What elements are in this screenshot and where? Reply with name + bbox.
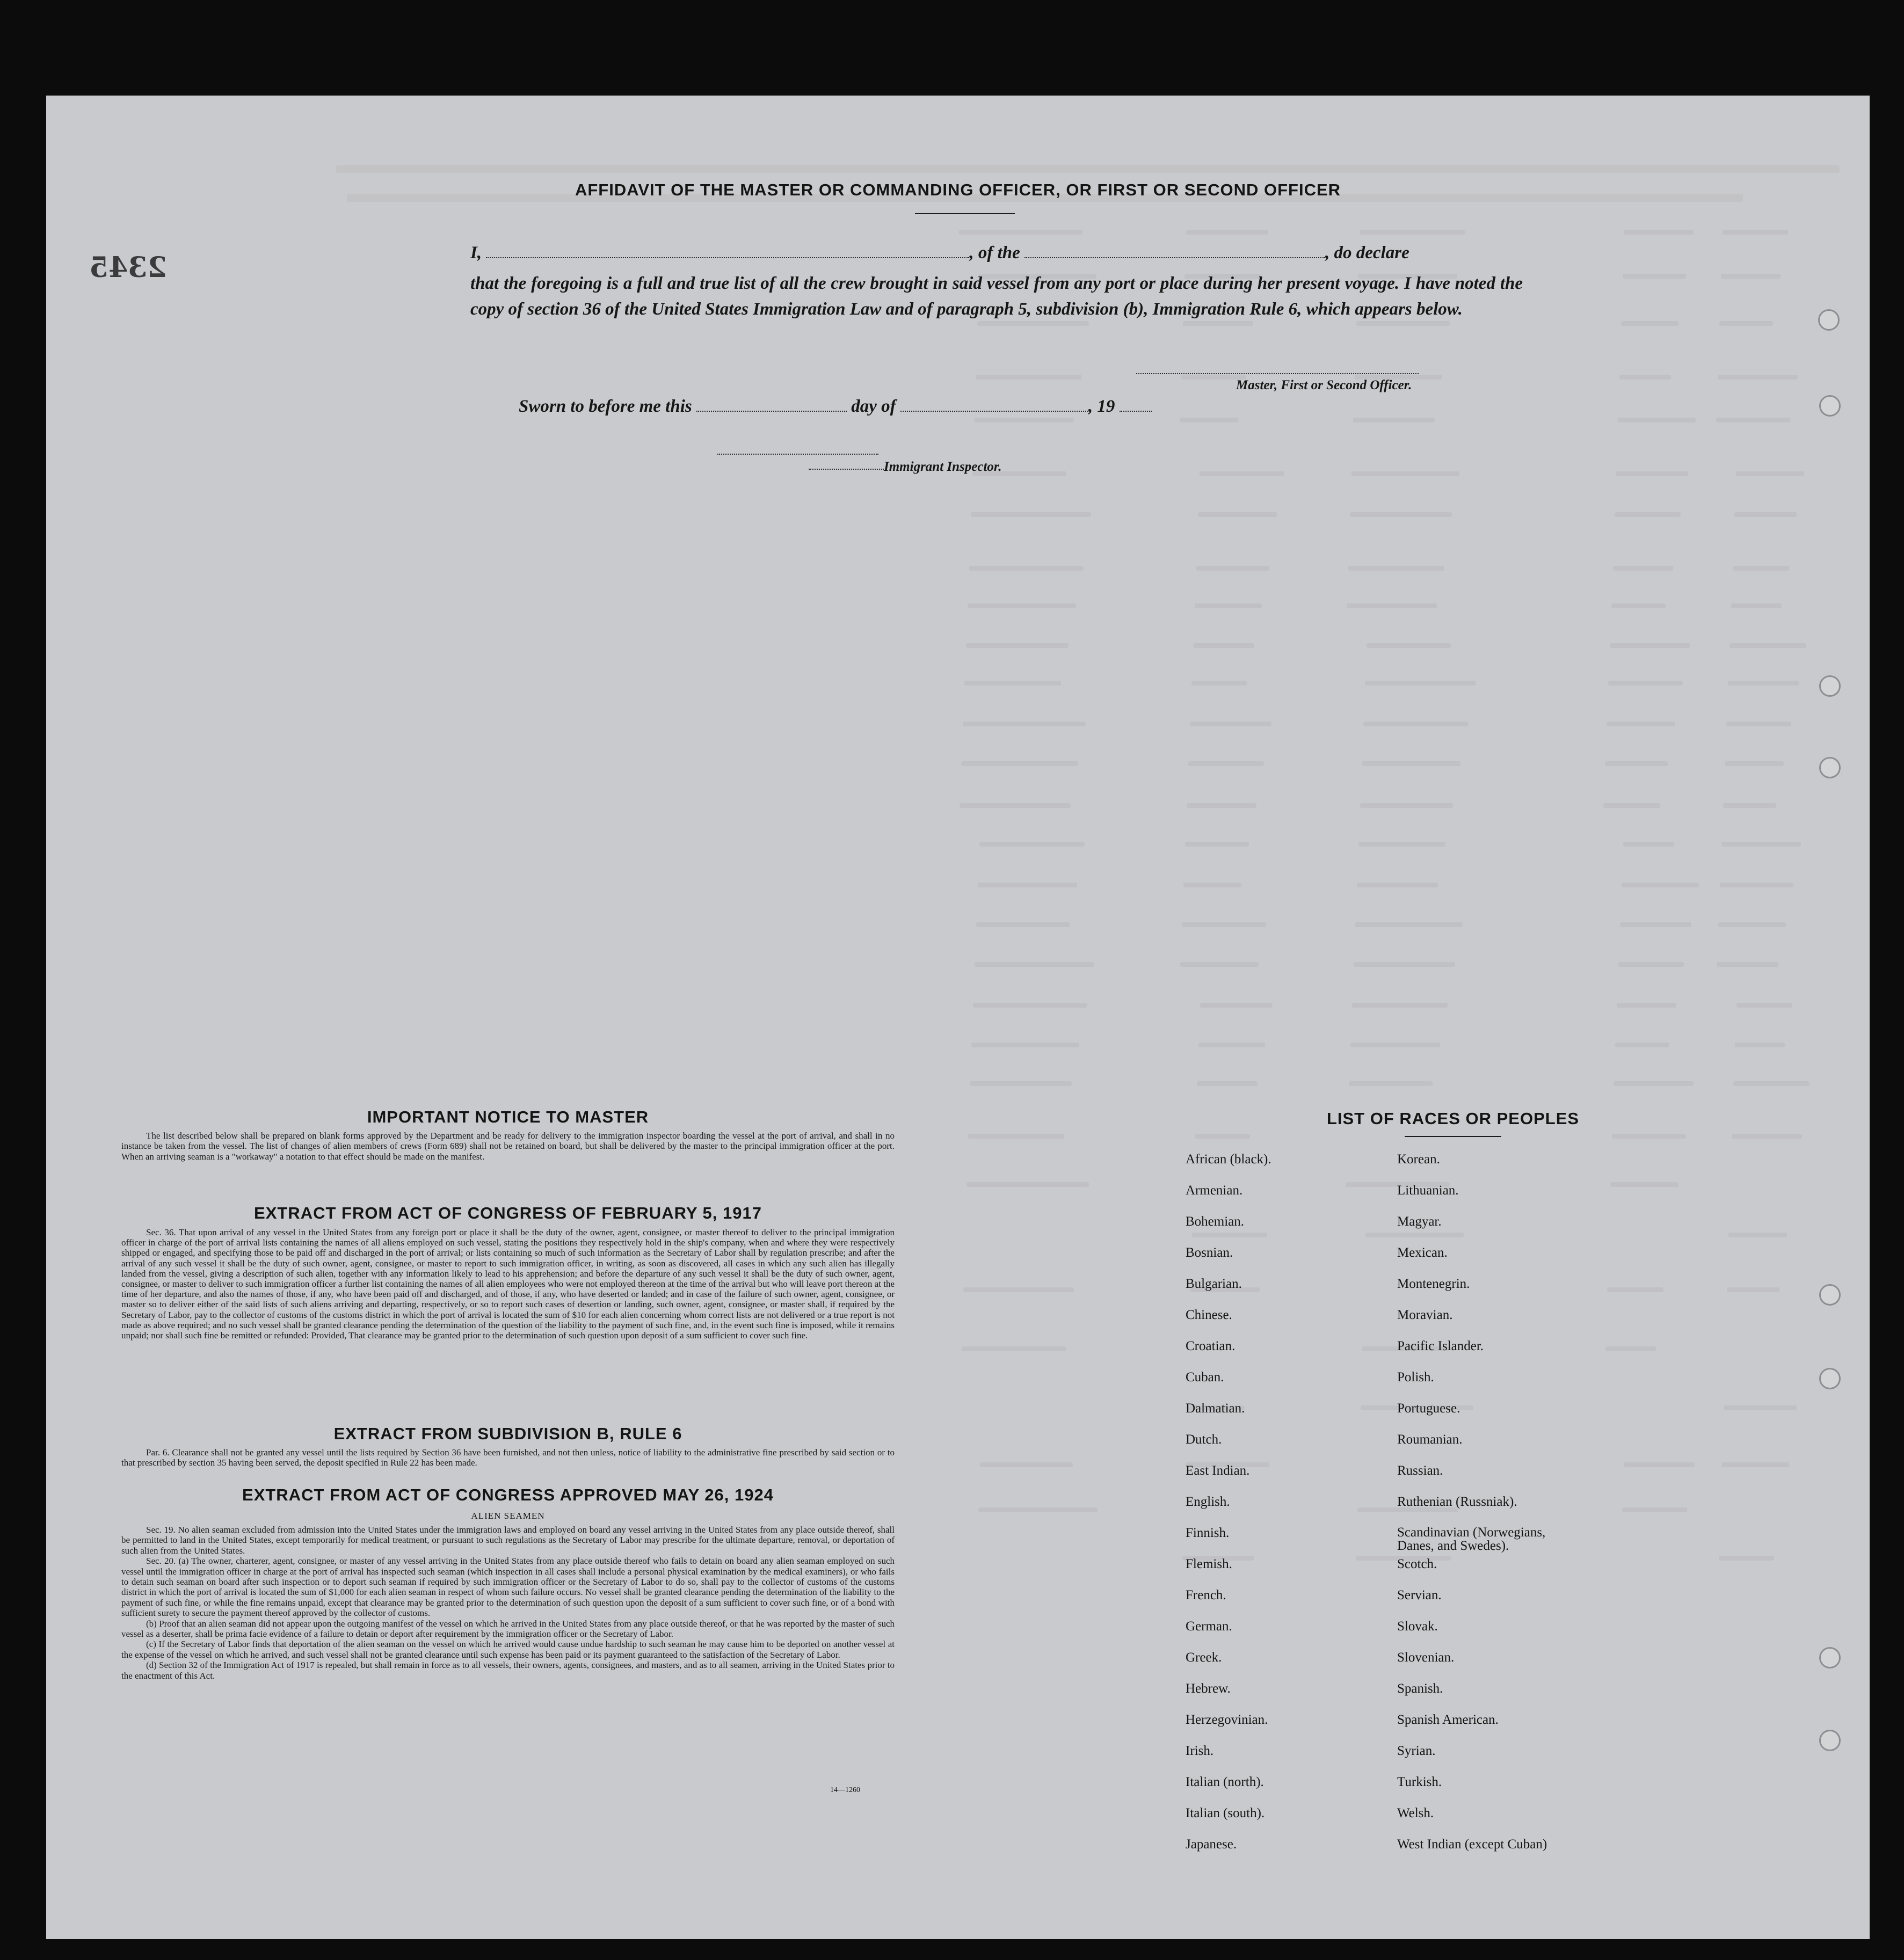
affidavit-title: AFFIDAVIT OF THE MASTER OR COMMANDING OFFICER, OR FIRST OR SECOND OFFICER	[575, 180, 1341, 199]
sworn-day-field[interactable]	[696, 411, 847, 412]
race-item: Turkish.	[1397, 1775, 1442, 1789]
sec20b-text: (b) Proof that an alien seaman did not appear upon the outgoing manifest of the vessel on which he arrived in the United States from any place outside thereof, or that he was reported by the master of such vessel as a deserter, shall be prima facie evidence of a failure to detain or deport after requirement by the immigration officer or the Secretary of Labor.	[121, 1618, 895, 1640]
inspector-signature-line[interactable]	[717, 454, 878, 455]
master-name-field[interactable]	[486, 257, 969, 258]
race-item: German.	[1186, 1619, 1232, 1634]
race-item: Syrian.	[1397, 1744, 1436, 1758]
race-item: Montenegrin.	[1397, 1277, 1470, 1291]
race-item: Portuguese.	[1397, 1401, 1460, 1416]
sec19-text: Sec. 19. No alien seaman excluded from admission into the United States under the immigration laws and employed on board any vessel arriving in the United States from any place outside thereof, shall be permitted to land in the United States, except temporarily for medical treatment, or pursuant to such regulations as the Secretary of Labor may prescribe for the ultimate departure, removal, or deportation of such alien from the United States.	[121, 1525, 895, 1556]
race-item: Greek.	[1186, 1650, 1222, 1665]
race-item: Bosnian.	[1186, 1245, 1233, 1260]
vessel-name-field[interactable]	[1024, 257, 1325, 258]
extract-rule6-title: EXTRACT FROM SUBDIVISION B, RULE 6	[333, 1424, 682, 1443]
race-item: Polish.	[1397, 1370, 1434, 1385]
race-item: Spanish.	[1397, 1681, 1443, 1696]
race-item: Japanese.	[1186, 1837, 1237, 1852]
race-item: Ruthenian (Russniak).	[1397, 1495, 1517, 1509]
inspector-caption: Immigrant Inspector.	[884, 460, 1002, 474]
punch-hole-icon	[1819, 1284, 1841, 1306]
race-item: Moravian.	[1397, 1308, 1453, 1322]
notice-title: IMPORTANT NOTICE TO MASTER	[367, 1107, 649, 1126]
races-title-rule	[1405, 1136, 1501, 1137]
sworn-month-field[interactable]	[900, 411, 1088, 412]
form-number: 14—1260	[830, 1786, 860, 1794]
race-item: Chinese.	[1186, 1308, 1232, 1322]
race-item: Scandinavian (Norwegians, Danes, and Swedes).	[1397, 1525, 1546, 1553]
race-item: Flemish.	[1186, 1557, 1232, 1571]
race-item: Slovak.	[1397, 1619, 1438, 1634]
race-item: Irish.	[1186, 1744, 1214, 1758]
race-item: Hebrew.	[1186, 1681, 1231, 1696]
race-item: Servian.	[1397, 1588, 1442, 1602]
race-item: Dutch.	[1186, 1432, 1222, 1447]
punch-hole-icon	[1819, 395, 1841, 417]
race-item: Croatian.	[1186, 1339, 1236, 1353]
race-item: French.	[1186, 1588, 1226, 1602]
extract-rule6-text: Par. 6. Clearance shall not be granted any vessel until the lists required by Section 36 have been furnished, and not then unless, notice of liability to the administrative fine prescribed by said section or to that prescribed by section 35 having been served, the deposit specified in Rule 22 has been made.	[121, 1447, 895, 1468]
race-item: Welsh.	[1397, 1806, 1434, 1820]
document-page	[46, 96, 1870, 1939]
race-item: Bohemian.	[1186, 1214, 1245, 1229]
notice-text: The list described below shall be prepared on blank forms approved by the Department and be ready for delivery to the immigration inspector boarding the vessel at the port of arrival, and shall in no instance be taken from the vessel. The list of changes of alien members of crews (Form 689) shall not be retained on board, but shall be delivered by the master to the principal immigration officer at the port. When an arriving seaman is a "workaway" a notation to that effect should be made on the manifest.	[121, 1131, 895, 1162]
race-item: Scotch.	[1397, 1557, 1437, 1571]
sworn-year-field[interactable]	[1120, 411, 1152, 412]
title-rule	[915, 213, 1015, 214]
punch-hole-icon	[1819, 1368, 1841, 1389]
inspector-signature-line-2	[809, 469, 884, 470]
sworn-prefix: Sworn to before me this	[519, 397, 692, 416]
race-item: Italian (south).	[1186, 1806, 1265, 1820]
extract-1917-text: Sec. 36. That upon arrival of any vessel in the United States from any foreign port or place it shall be the duty of the owner, agent, consignee, or master thereof to deliver to the principal immigration officer in charge of the port of arrival lists containing the names of all aliens employed on such vessel, stating the positions they respectively hold in the ship's company, when and where they were respectively shipped or engaged, and specifying those to be paid off and discharged in the port of arrival; or lists containing so much of such information as the Secretary of Labor shall by regulation prescribe; and after the arrival of any such vessel it shall be the duty of such owner, agent, consignee, or master to report to such immigration officer, in writing, as soon as discovered, all cases in which any such alien has illegally landed from the vessel, giving a description of such alien, together with any information likely to lead to his apprehension; and before the departure of any such vessel it shall be the duty of such owner, agent, consignee, or master to deliver to such immigration officer a further list containing the names of all alien employees who were not employed thereon at the time of the arrival but who will leave port thereon at the time of her departure, and also the names of those, if any, who have been paid off and discharged, and of those, if any, who have deserted or landed; and in case of the failure of such owner, agent, consignee, or master so to deliver either of the said lists of such aliens arriving and departing, respectively, or so to report such cases of desertion or landing, such owner, agent, consignee, or master shall, if required by the Secretary of Labor, pay to the collector of customs of the customs district in which the port of arrival is located the sum of $10 for each alien concerning whom correct lists are not delivered or a true report is not made as above required; and no such vessel shall be granted clearance pending the determination of the question of the liability to the payment of such fine, and, in the event such fine is imposed, while it remains unpaid; nor shall such fine be remitted or refunded: Provided, That clearance may be granted prior to the determination of such question upon deposit of a sum sufficient to cover such fine.	[121, 1227, 895, 1341]
race-item: African (black).	[1186, 1152, 1271, 1167]
margin-handwritten-number: 2345	[89, 251, 167, 284]
race-item: Armenian.	[1186, 1183, 1243, 1198]
race-item: Cuban.	[1186, 1370, 1224, 1385]
affidavit-of-the-label: , of the	[969, 243, 1020, 263]
extract-1924-title: EXTRACT FROM ACT OF CONGRESS APPROVED MAY 26, 1924	[242, 1485, 774, 1504]
race-item: Dalmatian.	[1186, 1401, 1245, 1416]
master-signature-line[interactable]	[1136, 373, 1419, 374]
sec20c-text: (c) If the Secretary of Labor finds that deportation of the alien seaman on the vessel on which he arrived would cause undue hardship to such seaman he may cause him to be deported on another vessel at the expense of the vessel on which he arrived, and such vessel shall not be granted clearance until such expense has been paid or its payment guaranteed to the satisfaction of the Secretary of Labor.	[121, 1639, 895, 1660]
punch-hole-icon	[1818, 309, 1840, 331]
punch-hole-icon	[1819, 675, 1841, 697]
race-item: Mexican.	[1397, 1245, 1448, 1260]
race-item: Roumanian.	[1397, 1432, 1463, 1447]
race-item: Russian.	[1397, 1463, 1443, 1478]
race-item: Bulgarian.	[1186, 1277, 1242, 1291]
alien-seamen-subtitle: ALIEN SEAMEN	[471, 1511, 545, 1521]
affidavit-declaration-line	[470, 243, 1523, 263]
affidavit-body: that the foregoing is a full and true list of all the crew brought in said vessel from any port or place during her present voyage. I have noted the copy of section 36 of the United States Immigration Law and of paragraph 5, subdivision (b), Immigration Rule 6, which appears below.	[470, 274, 1523, 319]
extract-1924-body	[121, 1525, 895, 1681]
sworn-day-of: day of	[851, 397, 896, 416]
race-item: Herzegovinian.	[1186, 1713, 1268, 1727]
race-item: Lithuanian.	[1397, 1183, 1459, 1198]
sworn-line	[519, 397, 1152, 417]
punch-hole-icon	[1819, 1730, 1841, 1751]
sec20d-text: (d) Section 32 of the Immigration Act of 1917 is repealed, but shall remain in force as to all vessels, their owners, agents, consignees, and masters, and as to all seamen, arriving in the United States prior to the enactment of this Act.	[121, 1660, 895, 1681]
race-item: Italian (north).	[1186, 1775, 1264, 1789]
race-item: East Indian.	[1186, 1463, 1250, 1478]
race-item: English.	[1186, 1495, 1230, 1509]
race-item: Finnish.	[1186, 1526, 1230, 1540]
race-item: Magyar.	[1397, 1214, 1442, 1229]
affidavit-i-label: I,	[470, 243, 482, 263]
sec20a-text: Sec. 20. (a) The owner, charterer, agent, consignee, or master of any vessel arriving in the United States from any place outside thereof who fails to detain on board any alien seaman employed on such vessel until the immigration officer in charge at the port of arrival has inspected such seaman (which inspection in all cases shall include a personal physical examination by the medical examiners), or who fails to detain such seaman on board after such inspection or to deport such seaman if required by such immigration officer or the Secretary of Labor to do so, shall pay to the collector of customs of the customs district in which the port of arrival is located the sum of $1,000 for each alien seaman in respect of whom such failure occurs. No vessel shall be granted clearance pending the determination of the liability to the payment of such fine, or while the fine remains unpaid, except that clearance may be granted prior to the determination of such question upon the deposit of a sum sufficient to cover such fine, or of a bond with sufficient surety to secure the payment thereof approved by the collector of customs.	[121, 1556, 895, 1619]
punch-hole-icon	[1819, 757, 1841, 778]
race-item: Pacific Islander.	[1397, 1339, 1484, 1353]
affidavit-declare-label: , do declare	[1325, 243, 1409, 263]
race-item: West Indian (except Cuban)	[1397, 1837, 1547, 1852]
race-item: Spanish American.	[1397, 1713, 1499, 1727]
sworn-year: , 19	[1088, 397, 1115, 416]
race-item: Korean.	[1397, 1152, 1440, 1167]
races-title: LIST OF RACES OR PEOPLES	[1326, 1109, 1580, 1128]
master-signature-caption: Master, First or Second Officer.	[1236, 378, 1412, 392]
punch-hole-icon	[1819, 1647, 1841, 1668]
extract-1917-title: EXTRACT FROM ACT OF CONGRESS OF FEBRUARY 5, 1917	[254, 1204, 762, 1222]
race-item: Slovenian.	[1397, 1650, 1455, 1665]
